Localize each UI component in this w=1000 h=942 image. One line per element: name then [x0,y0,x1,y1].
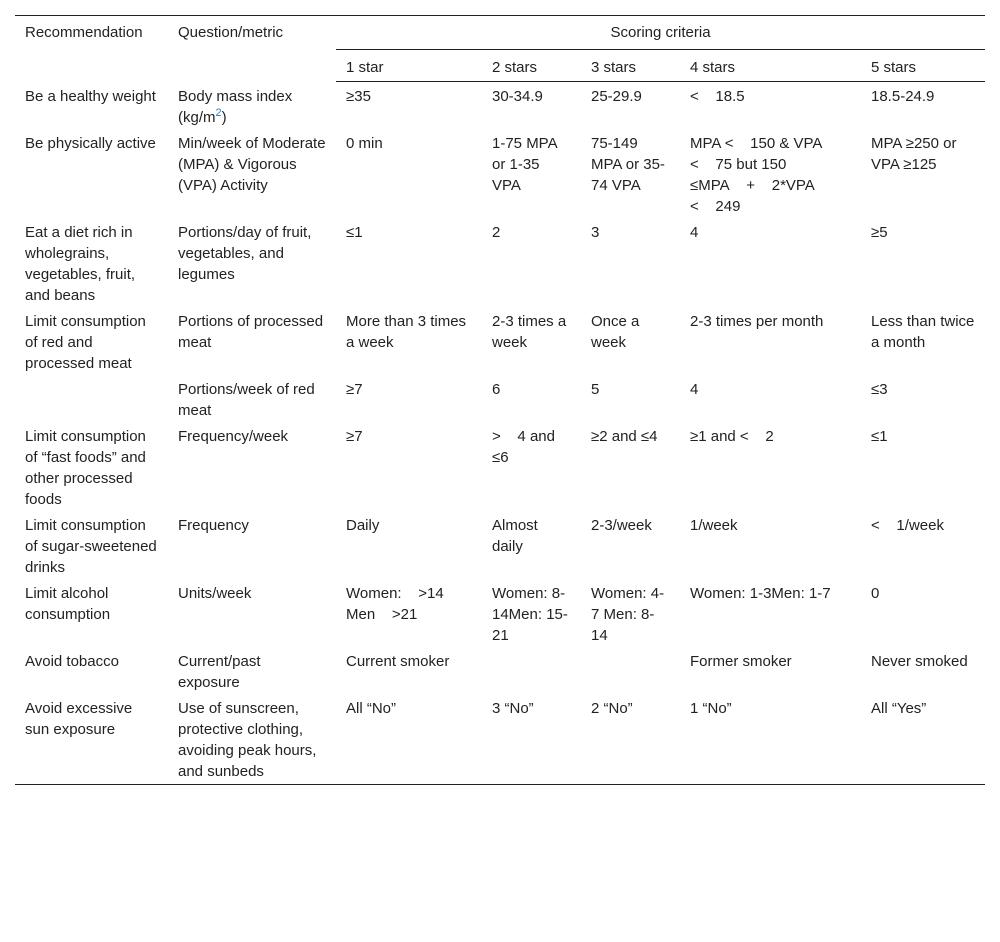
header-recommendation: Recommendation [15,16,168,82]
score-4-cell: MPA < 150 & VPA < 75 but 150 ≤MPA + 2*VPA < 249 [690,134,822,215]
header-3-stars: 3 stars [581,50,680,82]
header-row [15,16,985,50]
score-5-cell: Less than twice a month [871,312,975,351]
score-1-cell: 0 min [346,134,383,152]
score-4-cell: ≥1 and < 2 [690,427,774,445]
score-1-cell: Daily [346,516,380,534]
recommendation-cell: Avoid excessive sun exposure [15,694,168,785]
score-2-cell: 1-75 MPA or 1-35 VPA [492,134,557,194]
header-5-stars: 5 stars [861,50,985,82]
table-row [15,218,985,307]
score-3-cell: ≥2 and ≤4 [591,427,658,445]
score-1-cell: ≤1 [346,223,363,241]
score-1-cell: Women: >14 Men >21 [346,584,444,623]
metric-cell: Units/week [178,584,252,602]
table-row [15,422,985,511]
score-5-cell: 0 [871,584,880,602]
score-3-cell: 2 “No” [581,694,680,785]
score-2-cell: 2-3 times a week [492,312,567,351]
metric-cell [168,82,336,129]
table-row [15,647,985,694]
score-2-cell: Almost daily [492,516,538,555]
table-row [15,694,985,785]
score-1-cell: More than 3 times a week [346,312,467,351]
table-row [15,375,985,422]
table-row [15,129,985,218]
recommendation-cell [15,375,168,422]
score-2-cell: 30-34.9 [492,88,543,105]
recommendation-cell: Be a healthy weight [25,87,156,105]
scoring-table-container [15,15,985,785]
score-5-cell: 18.5-24.9 [871,88,935,105]
score-2-cell: > 4 and ≤6 [492,427,555,466]
metric-cell: Min/week of Moderate (MPA) & Vigorous (VPA) Activity [178,134,326,194]
superscript-link[interactable]: 2 [215,106,222,119]
score-4-cell: 2-3 times per month [690,312,824,330]
table-row [15,307,985,375]
score-5-cell: ≤1 [871,427,888,445]
score-3-cell [581,647,680,694]
recommendation-cell: Limit consumption of red and processed meat [25,312,146,372]
score-3-cell: 5 [591,380,600,398]
metric-cell: Frequency [178,516,249,534]
metric-text: Body mass index (kg/m [178,87,293,126]
score-3-cell: 75-149 MPA or 35-74 VPA [591,134,665,194]
header-4-stars: 4 stars [680,50,861,82]
recommendation-cell: Limit alcohol consumption [25,584,111,623]
scoring-table [15,15,985,785]
score-4-cell: 1 “No” [680,694,861,785]
score-2-cell: 2 [492,223,501,241]
score-2-cell: 3 “No” [482,694,581,785]
metric-text-end: ) [221,108,227,126]
metric-cell: Portions/week of red meat [178,380,315,419]
score-2-cell [482,647,581,694]
metric-cell: Use of sunscreen, protective clothing, avoiding peak hours, and sunbeds [168,694,336,785]
recommendation-cell: Limit consumption of “fast foods” and other processed foods [25,427,146,508]
recommendation-cell: Eat a diet rich in wholegrains, vegetables, fruit, and beans [25,223,136,304]
score-2-cell: Women: 8-14Men: 15-21 [492,584,568,644]
score-1-cell: ≥7 [346,380,363,398]
score-5-cell: ≥5 [871,223,888,241]
score-3-cell: Women: 4-7 Men: 8-14 [591,584,665,644]
score-1-cell: All “No” [336,694,482,785]
metric-cell: Portions of processed meat [178,312,324,351]
metric-cell: Frequency/week [178,427,289,445]
score-4-cell: 1/week [690,516,738,534]
score-2-cell: 6 [492,380,501,398]
score-3-cell: Once a week [591,312,640,351]
recommendation-cell: Avoid tobacco [25,652,119,670]
table-row [15,511,985,579]
score-4-cell: Former smoker [690,652,792,670]
score-5-cell: All “Yes” [861,694,985,785]
table-row [15,82,985,129]
metric-cell: Current/past exposure [178,652,261,691]
score-4-cell: 4 [690,223,699,241]
score-1-cell: Current smoker [346,652,450,670]
score-1-cell: ≥35 [346,88,371,105]
header-scoring-criteria: Scoring criteria [336,16,985,50]
score-3-cell: 2-3/week [591,516,652,534]
score-4-cell: < 18.5 [690,88,745,105]
header-question-metric: Question/metric [168,16,336,82]
score-3-cell: 25-29.9 [591,88,642,105]
recommendation-cell: Limit consumption of sugar-sweetened drinks [25,516,157,576]
score-3-cell: 3 [591,223,600,241]
score-5-cell: Never smoked [871,652,968,670]
score-4-cell: Women: 1-3Men: 1-7 [690,584,831,602]
header-1-star: 1 star [336,50,482,82]
table-row [15,579,985,647]
header-2-stars: 2 stars [482,50,581,82]
score-5-cell: ≤3 [871,380,888,398]
score-5-cell: < 1/week [871,516,944,534]
score-1-cell: ≥7 [346,427,363,445]
score-5-cell: MPA ≥250 or VPA ≥125 [871,134,957,173]
score-4-cell: 4 [690,380,699,398]
metric-cell: Portions/day of fruit, vegetables, and legumes [178,223,312,283]
recommendation-cell: Be physically active [25,134,156,152]
